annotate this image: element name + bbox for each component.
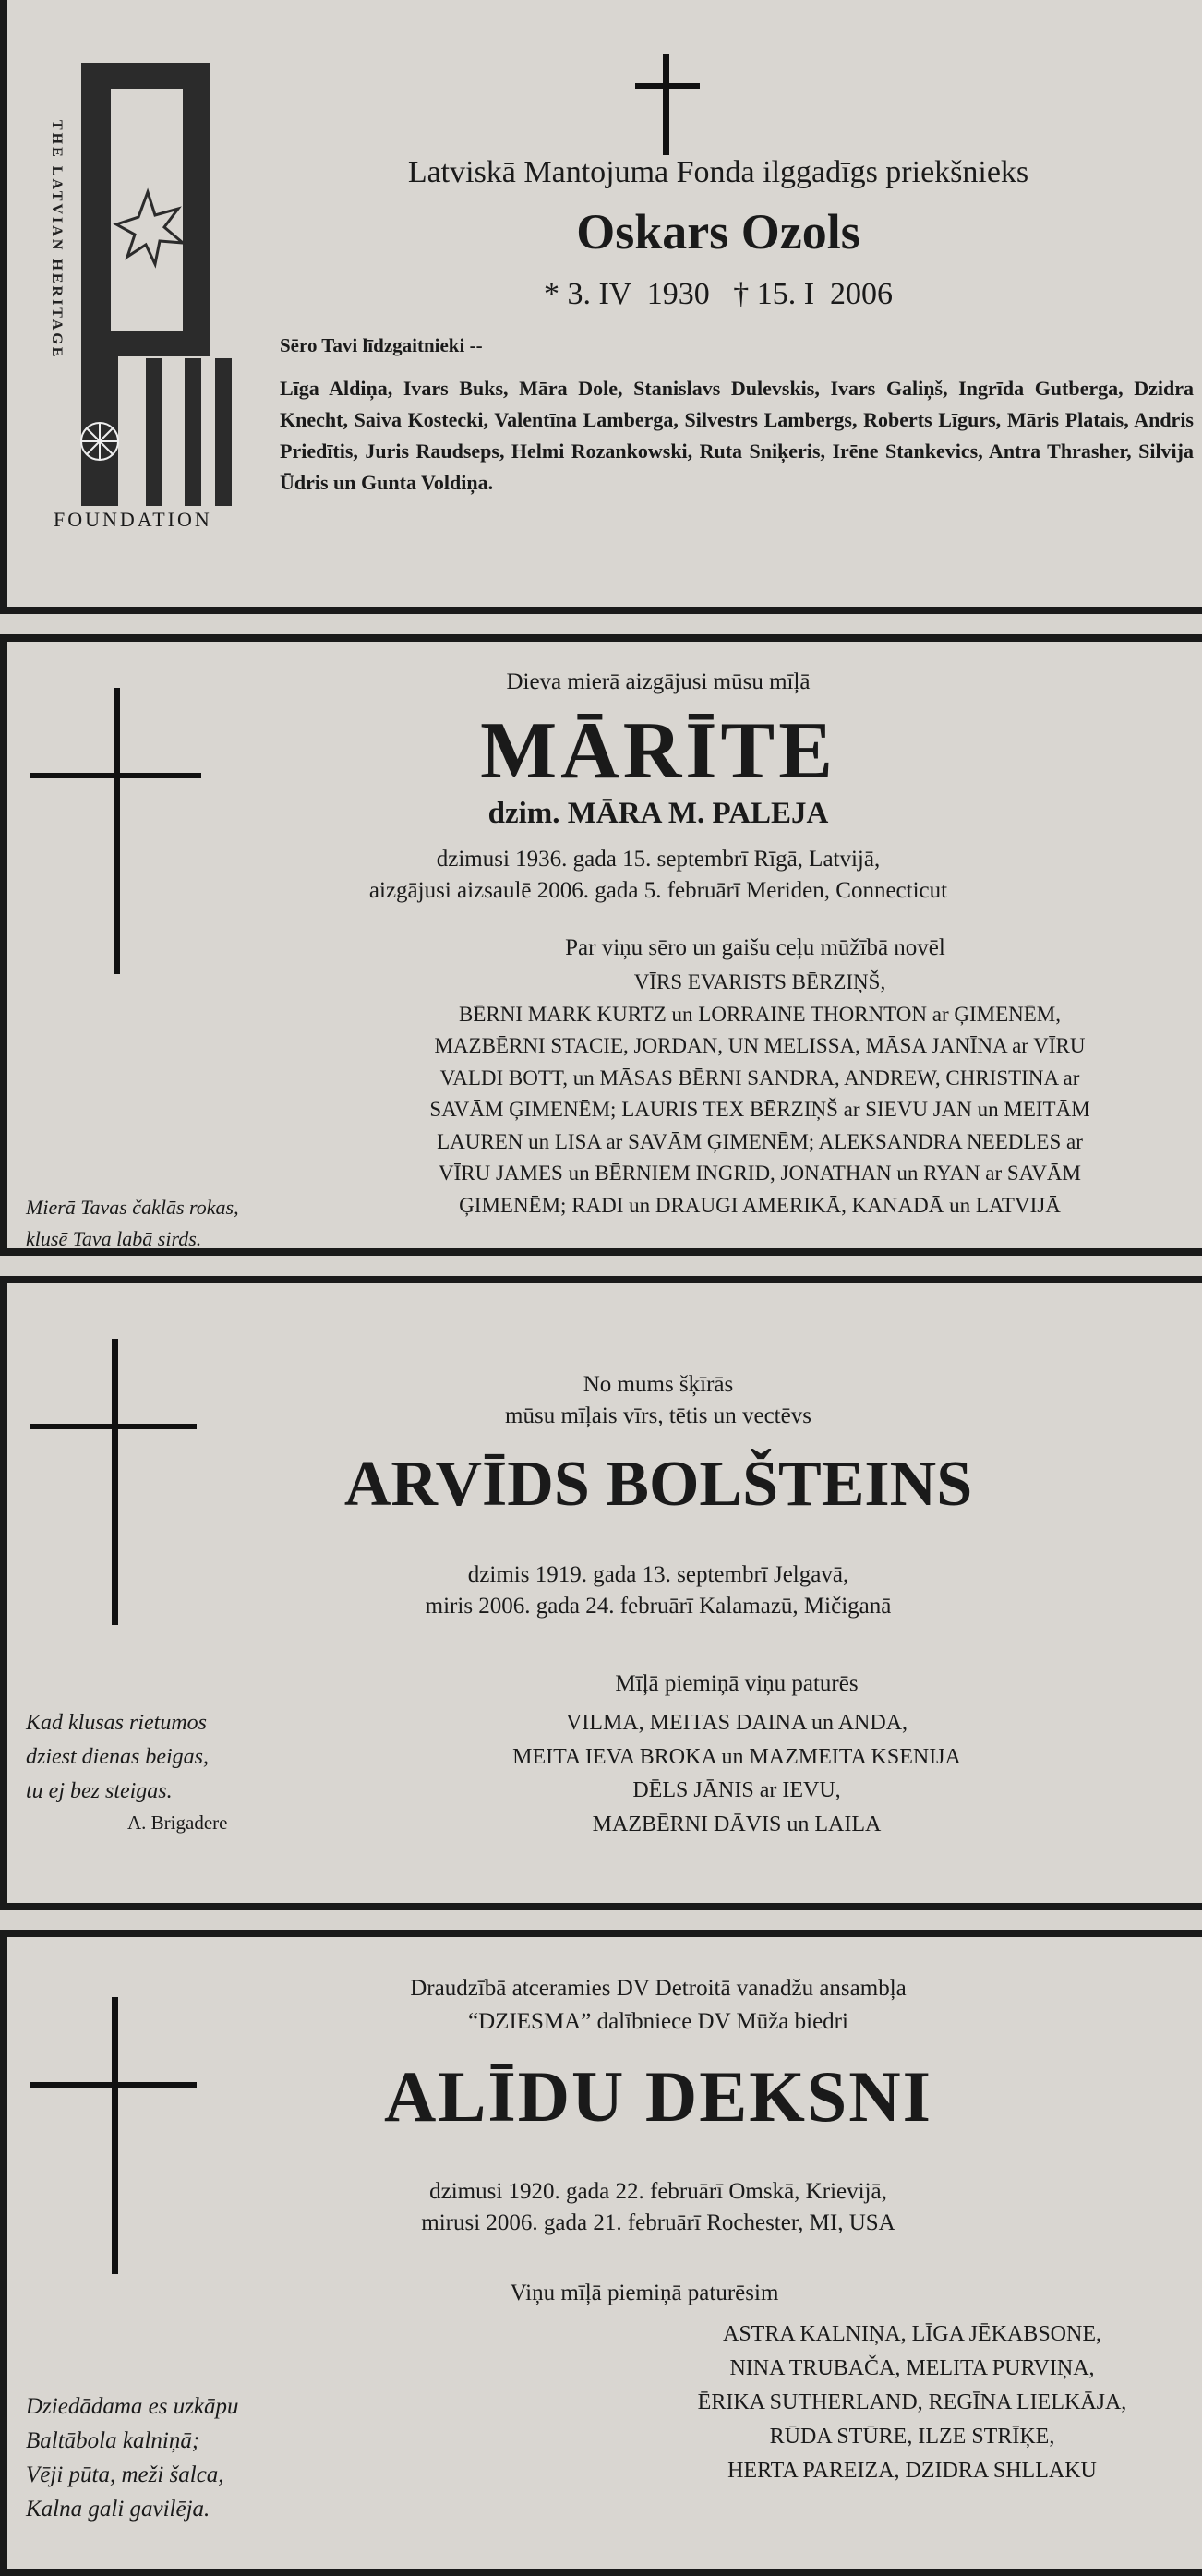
cross-icon [30,688,201,974]
logo-vertical-text: THE LATVIAN HERITAGE [49,120,65,360]
cross-icon [30,1339,197,1625]
notice4-mourn-intro: Viņu mīļā piemiņā paturēsim [510,2281,779,2305]
obituary-marite [0,634,1202,1256]
poem-line: Kalna gali gavilēja. [26,2497,210,2522]
notice2-mourners [312,967,1202,1222]
mourner-line: BĒRNI MARK KURTZ un LORRAINE THORNTON ar ĢIMENĒM, [459,1002,1061,1026]
latvian-heritage-logo [35,54,266,531]
notice1-name: Oskars Ozols [576,204,860,259]
cross-icon [626,54,709,155]
mourner-line: LAUREN un LISA ar SAVĀM ĢIMENĒM; ALEKSANDRA NEEDLES ar [437,1129,1083,1153]
notice3-intro1: No mums šķīrās [583,1372,734,1397]
notice3-poem-author: A. Brigadere [127,1812,228,1834]
mourner-line: VĪRU JAMES un BĒRNIEM INGRID, JONATHAN un RYAN ar SAVĀM [439,1162,1081,1185]
mourner-line: HERTA PAREIZA, DZIDRA SHLLAKU [727,2459,1097,2483]
notice3-died: miris 2006. gada 24. februārī Kalamazū, Mičiganā [425,1594,892,1619]
notice3-born: dzimis 1919. gada 13. septembrī Jelgavā, [467,1562,849,1587]
notice2-died: aizgājusi aizsaulē 2006. gada 5. februārī Meriden, Connecticut [368,878,948,903]
mourner-line: ĒRIKA SUTHERLAND, REGĪNA LIELKĀJA, [697,2390,1127,2414]
notice1-mourners-intro: Sēro Tavi līdzgaitnieki -- [280,334,483,356]
poem-line: klusē Tava labā sirds. [26,1227,202,1250]
poem-line: Mierā Tavas čaklās rokas, [26,1196,239,1219]
notice2-born: dzimusi 1936. gada 15. septembrī Rīgā, Latvijā, [436,847,881,872]
mourner-line: MAZBĒRNI DĀVIS un LAILA [592,1812,882,1836]
notice1-dates: * 3. IV 1930 † 15. I 2006 [543,277,894,311]
mourner-line: NINA TRUBAČA, MELITA PURVIŅA, [729,2356,1095,2380]
poem-line: Dziedādama es uzkāpu [26,2394,239,2419]
notice3-mourners [321,1706,1152,1841]
cross-icon [30,1997,197,2274]
mourner-line: ĢIMENĒM; RADI un DRAUGI AMERIKĀ, KANADĀ un LATVIJĀ [459,1193,1061,1217]
notice4-mourners [580,2317,1202,2488]
mourner-line: DĒLS JĀNIS ar IEVU, [632,1778,841,1802]
notice4-name: ALĪDU DEKSNI [384,2056,932,2137]
obituary-arvids-bolsteins [0,1276,1202,1910]
mourner-line: MAZBĒRNI STACIE, JORDAN, UN MELISSA, MĀSA JANĪNA ar VĪRU [434,1034,1086,1057]
poem-line: tu ej bez steigas. [26,1779,173,1803]
poem-line: dziest dienas beigas, [26,1745,209,1769]
poem-line: Baltābola kalniņā; [26,2428,200,2453]
mourner-line: MEITA IEVA BROKA un MAZMEITA KSENIJA [512,1744,961,1769]
poem-line: Vēji pūta, meži šalca, [26,2462,224,2487]
mourner-line: ASTRA KALNIŅA, LĪGA JĒKABSONE, [722,2322,1101,2346]
notice2-mourn-intro: Par viņu sēro un gaišu ceļu mūžībā novēl [565,935,945,960]
mourner-line: VĪRS EVARISTS BĒRZIŅŠ, [633,970,886,993]
notice2-poem [26,1192,239,1255]
notice4-poem [26,2389,239,2526]
mourner-line: RŪDA STŪRE, ILZE STRĪĶE, [769,2425,1055,2449]
mourner-line: VALDI BOTT, un MĀSAS BĒRNI SANDRA, ANDREW, CHRISTINA ar [439,1065,1080,1089]
notice2-name: MĀRĪTE [480,706,836,796]
obituary-alidu-deksni [0,1930,1202,2576]
notice1-heading: Latviskā Mantojuma Fonda ilggadīgs priekšnieks [407,155,1029,189]
notice4-born: dzimusi 1920. gada 22. februārī Omskā, Krievijā, [429,2179,887,2204]
notice4-died: mirusi 2006. gada 21. februārī Rochester, MI, USA [421,2210,895,2235]
logo-graphic [35,54,266,524]
notice3-intro2: mūsu mīļais vīrs, tētis un vectēvs [505,1403,811,1428]
notice1-mourners: Līga Aldiņa, Ivars Buks, Māra Dole, Stanislavs Dulevskis, Ivars Galiņš, Ingrīda Gutberga, Dzidra Knecht, Saiva Kostecki, Valentīna Lamberga, Silvestrs Lambergs, Roberts Līgurs, Māris Platais, Andris Priedītis, Juris Raudseps, Helmi Rozankowski, Ruta Sniķeris, Irēne Stankevics, Antra Thrasher, Silvija Ūdris un Gunta Voldiņa. [280,377,1194,494]
notice3-poem [26,1706,209,1809]
mourner-line: SAVĀM ĢIMENĒM; LAURIS TEX BĒRZIŅŠ ar SIEVU JAN un MEITĀM [429,1098,1090,1121]
logo-foundation-text: FOUNDATION [54,508,212,531]
notice4-intro2: “DZIESMA” dalībniece DV Mūža biedri [468,2009,848,2034]
notice2-intro: Dieva mierā aizgājusi mūsu mīļā [506,669,811,694]
notice3-name: ARVĪDS BOLŠTEINS [343,1449,973,1520]
obituary-oskars-ozols [0,0,1202,614]
notice4-intro1: Draudzībā atceramies DV Detroitā vanadžu ansambļa [410,1976,907,2001]
notice2-maiden: dzim. MĀRA M. PALEJA [487,797,829,830]
poem-line: Kad klusas rietumos [26,1711,208,1735]
mourner-line: VILMA, MEITAS DAINA un ANDA, [565,1711,908,1735]
notice3-mourn-intro: Mīļā piemiņā viņu paturēs [615,1671,859,1696]
